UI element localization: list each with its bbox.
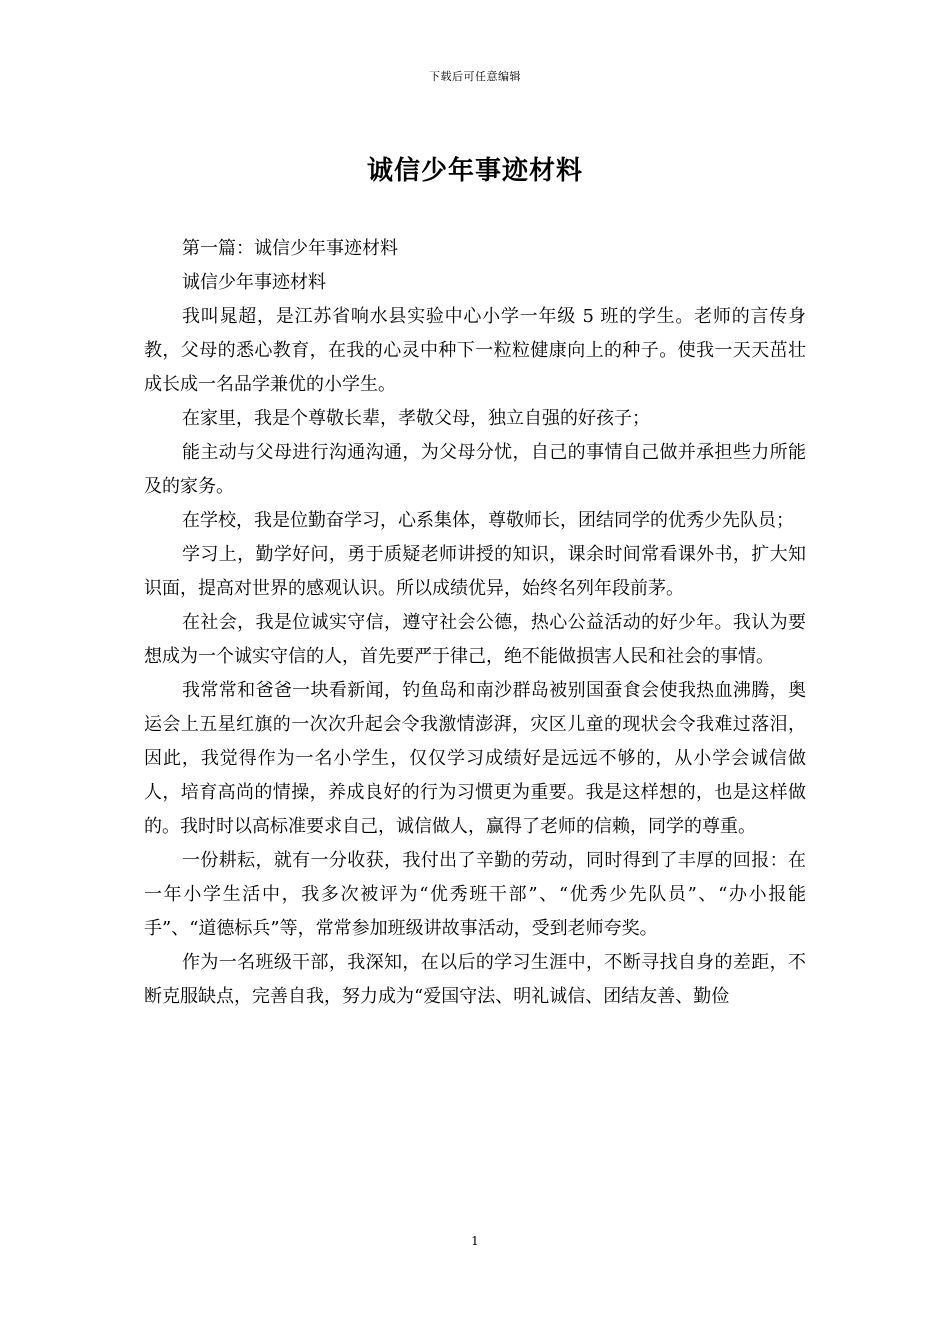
paragraph: 在家里，我是个尊敬长辈，孝敬父母，独立自强的好孩子；: [182, 408, 650, 429]
document-body: [144, 232, 806, 1014]
paragraph: 在学校，我是位勤奋学习，心系集体，尊敬师长，团结同学的优秀少先队员；: [182, 510, 794, 531]
paragraph: 作为一名班级干部，我深知，在以后的学习生涯中，不断寻找自身的差距，不断克服缺点，完善自我，努力成为“爱国守法、明礼诚信、团结友善、勤俭: [144, 952, 806, 1007]
paragraph: 在社会，我是位诚实守信，遵守社会公德，热心公益活动的好少年。我认为要想成为一个诚实守信的人，首先要严于律己，绝不能做损害人民和社会的事情。: [144, 612, 806, 667]
paragraph: 学习上，勤学好问，勇于质疑老师讲授的知识，课余时间常看课外书，扩大知识面，提高对世界的感观认识。所以成绩优异，始终名列年段前茅。: [144, 544, 806, 599]
page-number: 1: [471, 1234, 479, 1248]
paragraph-subtitle: 诚信少年事迹材料: [182, 272, 326, 293]
paragraph: 能主动与父母进行沟通沟通，为父母分忧，自己的事情自己做并承担些力所能及的家务。: [144, 442, 806, 497]
paragraph: 我常常和爸爸一块看新闻，钓鱼岛和南沙群岛被别国蚕食会使我热血沸腾，奥运会上五星红旗的一次次升起会令我激情澎湃，灾区儿童的现状会令我难过落泪，因此，我觉得作为一名小学生，仅仅学习成绩好是远远不够的，从小学会诚信做人，培育高尚的情操，养成良好的行为习惯更为重要。我是这样想的，也是这样做的。我时时以高标准要求自己，诚信做人，赢得了老师的信赖，同学的尊重。: [144, 680, 806, 837]
header-note: 下载后可任意编辑: [429, 70, 521, 83]
paragraph: 我叫晁超，是江苏省响水县实验中心小学一年级 5 班的学生。老师的言传身教，父母的悉心教育，在我的心灵中种下一粒粒健康向上的种子。使我一天天茁壮成长成一名品学兼优的小学生。: [144, 306, 806, 395]
paragraph-section-heading: 第一篇：诚信少年事迹材料: [182, 238, 398, 259]
paragraph: 一份耕耘，就有一分收获，我付出了辛勤的劳动，同时得到了丰厚的回报：在一年小学生活中，我多次被评为“优秀班干部”、“优秀少先队员”、“办小报能手”、“道德标兵”等，常常参加班级讲故事活动，受到老师夸奖。: [144, 850, 806, 939]
document-title: 诚信少年事迹材料: [366, 156, 583, 186]
